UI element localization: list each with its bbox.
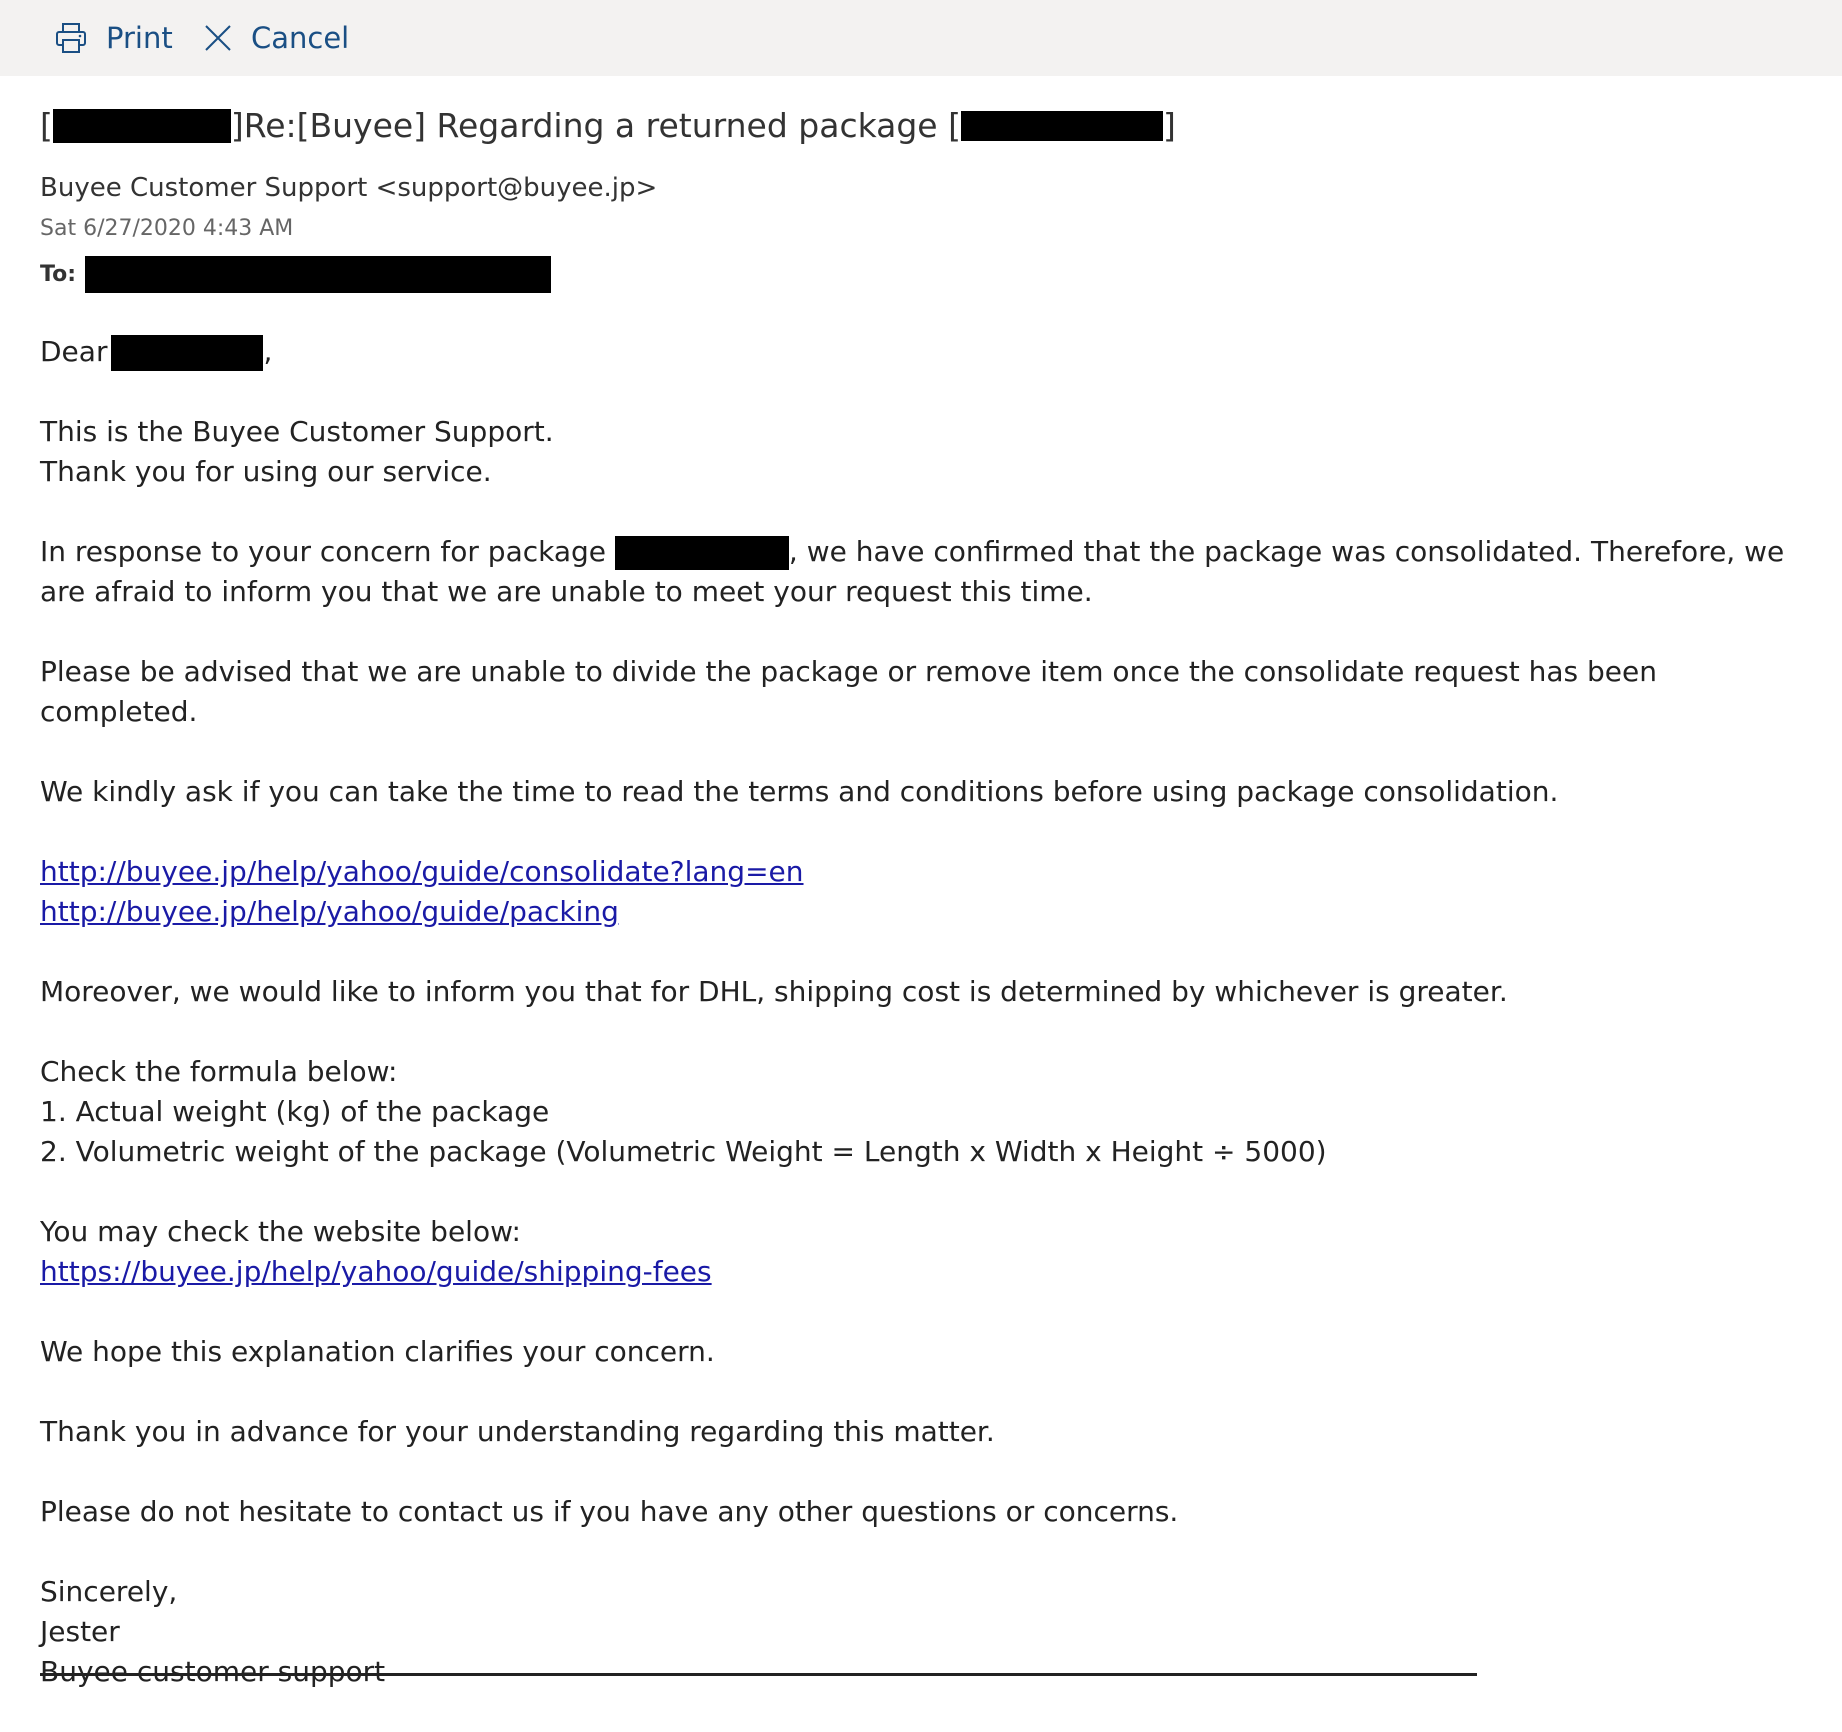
- hope-paragraph: We hope this explanation clarifies your concern.: [40, 1335, 715, 1368]
- redacted-block: [961, 111, 1163, 141]
- greeting-text: Dear: [40, 335, 108, 368]
- cancel-label: Cancel: [251, 21, 350, 55]
- email-recipients: [40, 256, 551, 293]
- subject-title: ]Re:[Buyee] Regarding a returned package [: [230, 106, 961, 145]
- dhl-paragraph: Moreover, we would like to inform you that for DHL, shipping cost is determined by whichever is greater.: [40, 975, 1508, 1008]
- email-datetime: Sat 6/27/2020 4:43 AM: [40, 216, 294, 241]
- subject-prefix: [: [40, 106, 53, 145]
- thanks-paragraph: Thank you in advance for your understanding regarding this matter.: [40, 1415, 995, 1448]
- signature-line: Jester: [40, 1615, 120, 1648]
- cancel-button[interactable]: [203, 0, 349, 76]
- email-subject: [40, 106, 1176, 145]
- email-body: [40, 332, 1820, 1732]
- shipping-fees-link[interactable]: https://buyee.jp/help/yahoo/guide/shipping-fees: [40, 1255, 712, 1288]
- contact-paragraph: Please do not hesitate to contact us if you have any other questions or concerns.: [40, 1495, 1179, 1528]
- redacted-block: [85, 256, 551, 293]
- website-intro: You may check the website below:: [40, 1215, 521, 1248]
- close-icon: [203, 23, 233, 53]
- toolbar: [0, 0, 1842, 76]
- packing-guide-link[interactable]: http://buyee.jp/help/yahoo/guide/packing: [40, 895, 619, 928]
- signature-divider: [40, 1673, 1477, 1676]
- response-text: In response to your concern for package: [40, 535, 607, 568]
- email-sender: Buyee Customer Support <support@buyee.jp>: [40, 173, 658, 203]
- print-button[interactable]: [54, 0, 173, 76]
- redacted-block: [111, 335, 263, 371]
- to-label: To:: [40, 262, 76, 287]
- intro-line: Thank you for using our service.: [40, 455, 492, 488]
- consolidate-guide-link[interactable]: http://buyee.jp/help/yahoo/guide/consolidate?lang=en: [40, 855, 804, 888]
- website-paragraph: [40, 1212, 1820, 1292]
- formula-item: 1. Actual weight (kg) of the package: [40, 1095, 550, 1128]
- response-paragraph: [40, 532, 1820, 612]
- formula-item: 2. Volumetric weight of the package (Volumetric Weight = Length x Width x Height ÷ 5000): [40, 1135, 1327, 1168]
- formula-intro: Check the formula below:: [40, 1055, 398, 1088]
- links-paragraph: [40, 852, 1820, 932]
- signature-line: Sincerely,: [40, 1575, 178, 1608]
- print-label: Print: [106, 21, 173, 55]
- intro-paragraph: [40, 412, 1820, 492]
- advisory-paragraph: Please be advised that we are unable to divide the package or remove item once the consolidate request has been completed.: [40, 655, 1657, 728]
- response-text: , we have confirmed that the package was consolidated. Therefore, we are afraid to inform you that we are unable to meet your request this time.: [40, 535, 1785, 608]
- subject-suffix: ]: [1162, 106, 1176, 145]
- greeting-comma: ,: [263, 335, 273, 368]
- redacted-block: [53, 109, 231, 143]
- request-paragraph: We kindly ask if you can take the time to read the terms and conditions before using package consolidation.: [40, 775, 1559, 808]
- printer-icon: [54, 21, 88, 55]
- formula-paragraph: [40, 1052, 1820, 1172]
- redacted-block: [615, 536, 789, 570]
- intro-line: This is the Buyee Customer Support.: [40, 415, 554, 448]
- signature-line: Buyee customer support: [40, 1655, 386, 1688]
- greeting: [40, 332, 1820, 372]
